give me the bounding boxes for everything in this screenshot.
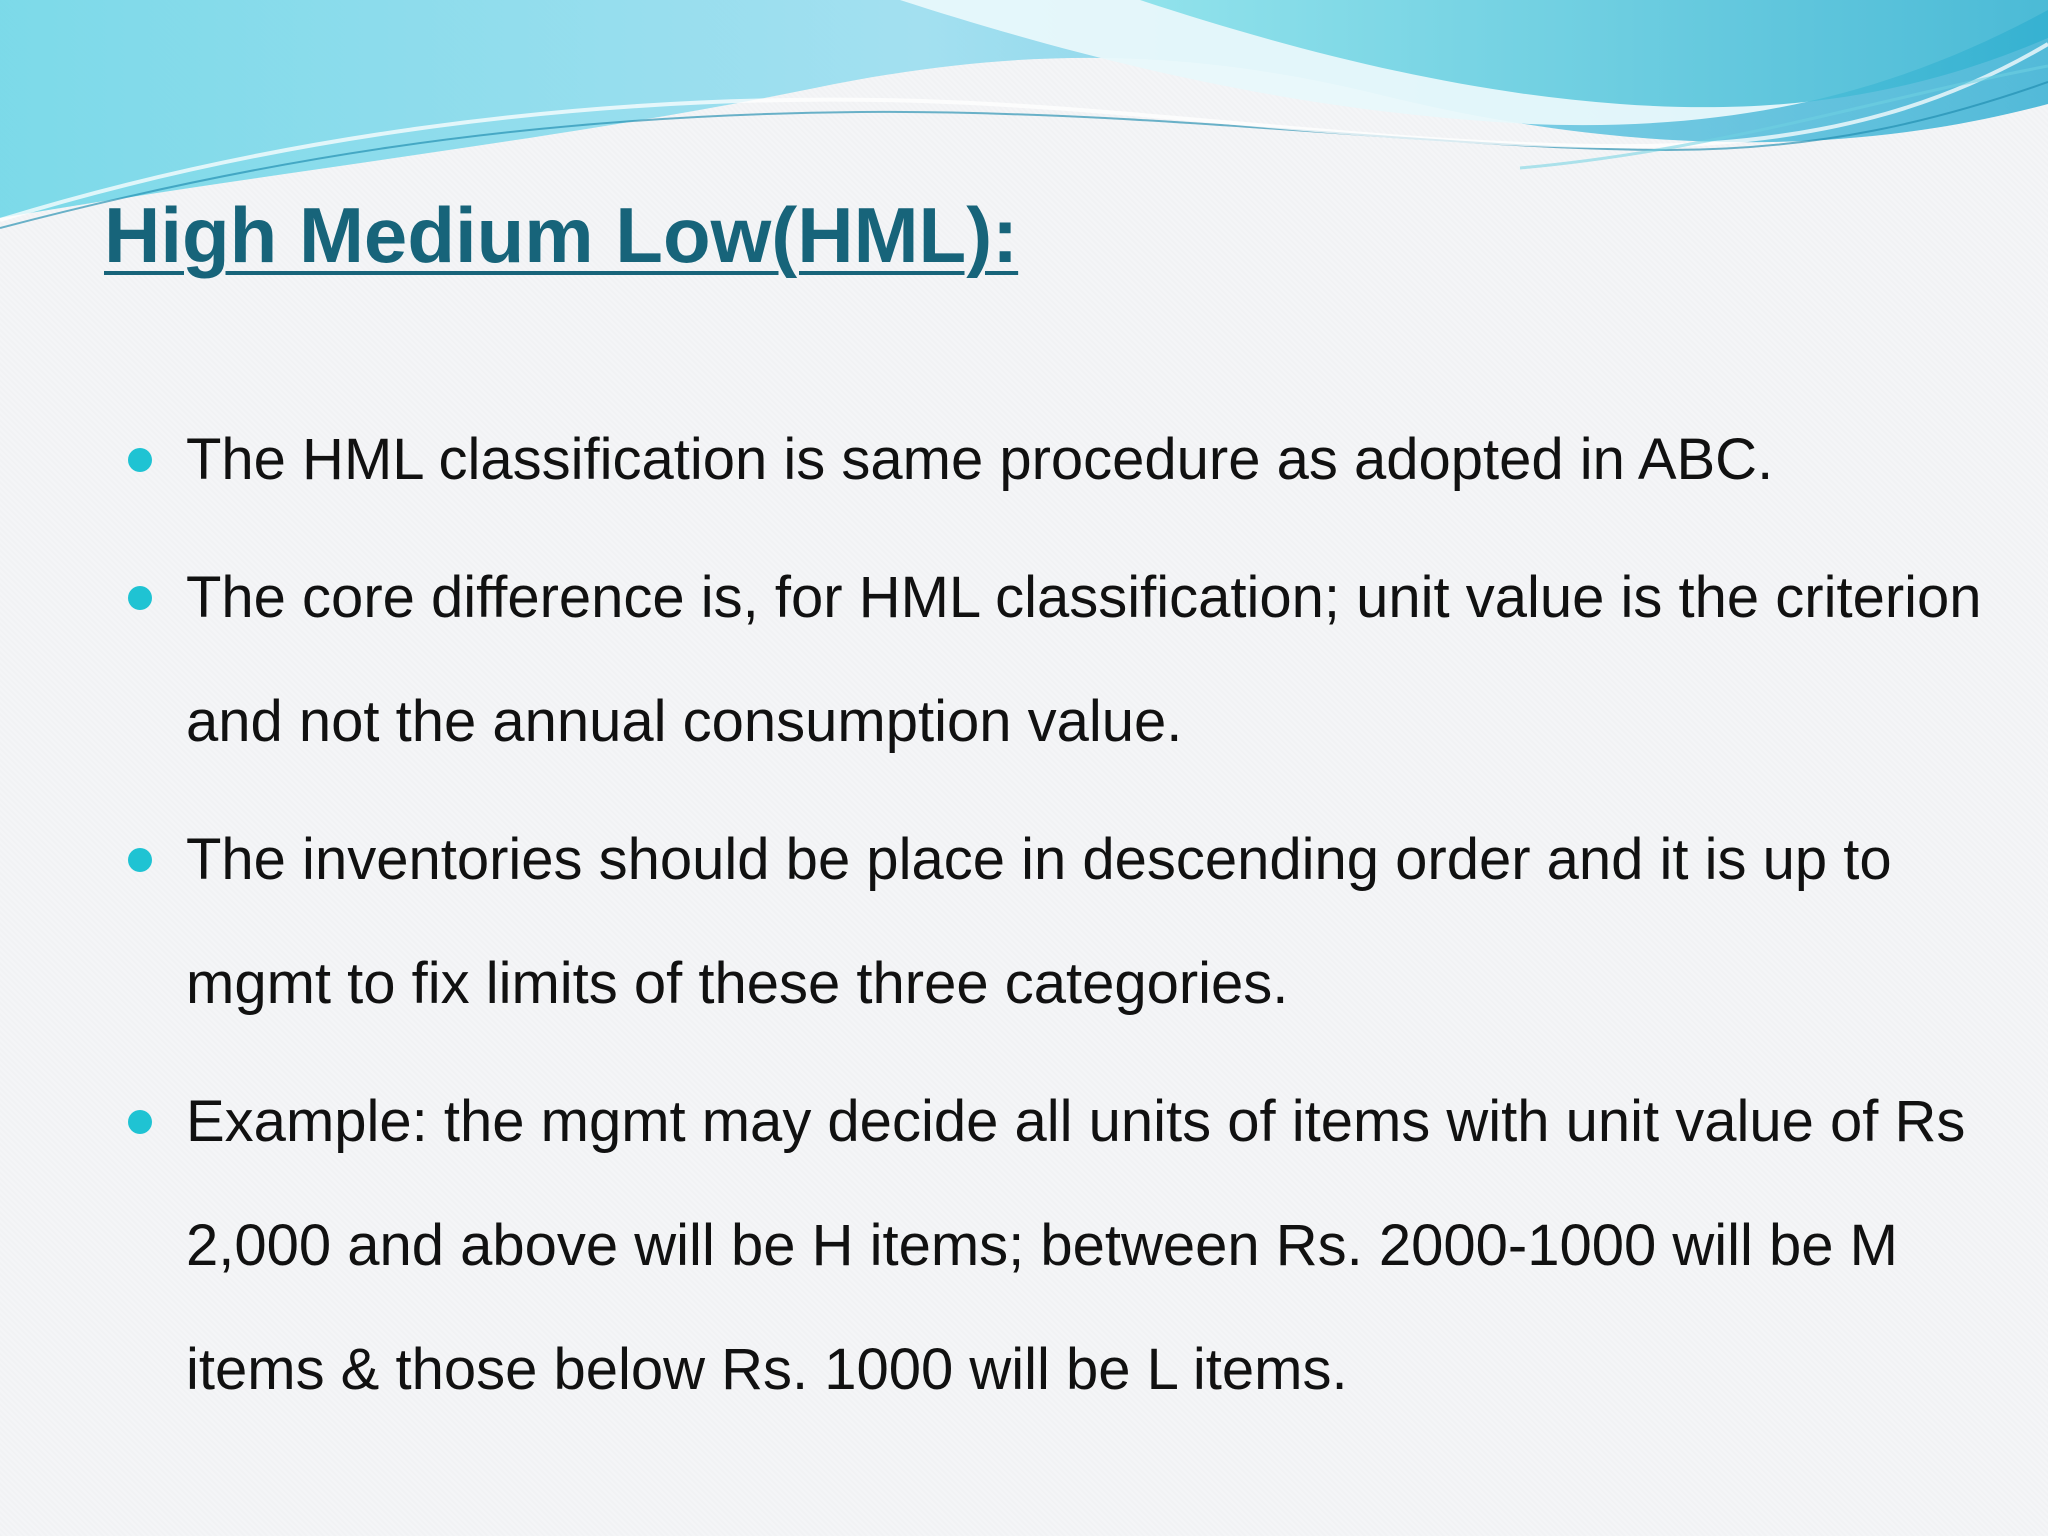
bullet-item <box>128 398 2008 522</box>
slide-title: High Medium Low(HML): <box>104 191 1019 279</box>
bullet-dot-icon <box>128 1110 152 1134</box>
bullet-item <box>128 1060 2008 1432</box>
bullet-item <box>128 536 2008 784</box>
bullet-dot-icon <box>128 848 152 872</box>
bullet-list <box>128 398 2008 1446</box>
bullet-item <box>128 798 2008 1046</box>
bullet-dot-icon <box>128 586 152 610</box>
bullet-text: The HML classification is same procedure as adopted in ABC. <box>186 427 1774 492</box>
bullet-text: Example: the mgmt may decide all units of items with unit value of Rs 2,000 and above will be H items; between Rs. 2000-1000 will be M items & those below Rs. 1000 will be L items. <box>186 1089 1966 1402</box>
bullet-text: The inventories should be place in descending order and it is up to mgmt to fix limits of these three categories. <box>186 827 1892 1016</box>
bullet-dot-icon <box>128 448 152 472</box>
bullet-text: The core difference is, for HML classification; unit value is the criterion and not the annual consumption value. <box>186 565 1982 754</box>
